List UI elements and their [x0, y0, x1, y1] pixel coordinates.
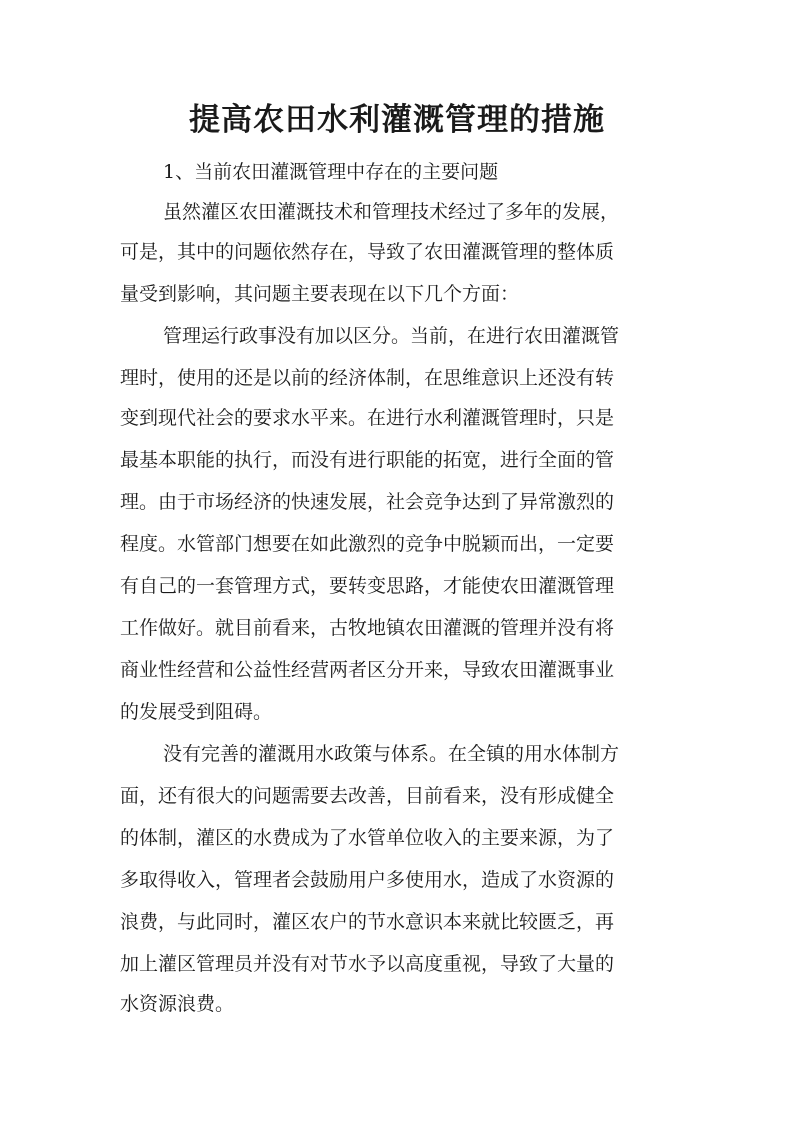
- paragraph-line: 虽然灌区农田灌溉技术和管理技术经过了多年的发展，: [163, 201, 620, 223]
- paragraph-line: 浪费，与此同时，灌区农户的节水意识本来就比较匮乏，再: [120, 911, 615, 933]
- section-heading: 1、当前农田灌溉管理中存在的主要问题: [163, 161, 499, 183]
- paragraph-line: 水资源浪费。: [120, 993, 235, 1015]
- paragraph-line: 量受到影响，其问题主要表现在以下几个方面：: [120, 283, 520, 305]
- paragraph-line: 没有完善的灌溉用水政策与体系。在全镇的用水体制方: [163, 743, 620, 765]
- paragraph-line: 变到现代社会的要求水平来。在进行水利灌溉管理时，只是: [120, 407, 615, 429]
- paragraph-line: 最基本职能的执行，而没有进行职能的拓宽，进行全面的管: [120, 449, 615, 471]
- paragraph-line: 程度。水管部门想要在如此激烈的竞争中脱颖而出，一定要: [120, 533, 615, 555]
- paragraph-line: 多取得收入，管理者会鼓励用户多使用水，造成了水资源的: [120, 869, 615, 891]
- paragraph-line: 的发展受到阻碍。: [120, 701, 273, 723]
- paragraph-line: 商业性经营和公益性经营两者区分开来，导致农田灌溉事业: [120, 659, 615, 681]
- paragraph-line: 面，还有很大的问题需要去改善，目前看来，没有形成健全: [120, 785, 615, 807]
- paragraph-line: 管理运行政事没有加以区分。当前，在进行农田灌溉管: [163, 325, 620, 347]
- paragraph-line: 理。由于市场经济的快速发展，社会竞争达到了异常激烈的: [120, 491, 615, 513]
- paragraph-line: 工作做好。就目前看来，古牧地镇农田灌溉的管理并没有将: [120, 617, 615, 639]
- paragraph-line: 有自己的一套管理方式，要转变思路，才能使农田灌溉管理: [120, 575, 615, 597]
- page-title: 提高农田水利灌溉管理的措施: [189, 102, 605, 138]
- paragraph-line: 加上灌区管理员并没有对节水予以高度重视，导致了大量的: [120, 953, 615, 975]
- paragraph-line: 的体制，灌区的水费成为了水管单位收入的主要来源，为了: [120, 827, 615, 849]
- paragraph-line: 理时，使用的还是以前的经济体制，在思维意识上还没有转: [120, 367, 615, 389]
- paragraph-line: 可是，其中的问题依然存在，导致了农田灌溉管理的整体质: [120, 241, 615, 263]
